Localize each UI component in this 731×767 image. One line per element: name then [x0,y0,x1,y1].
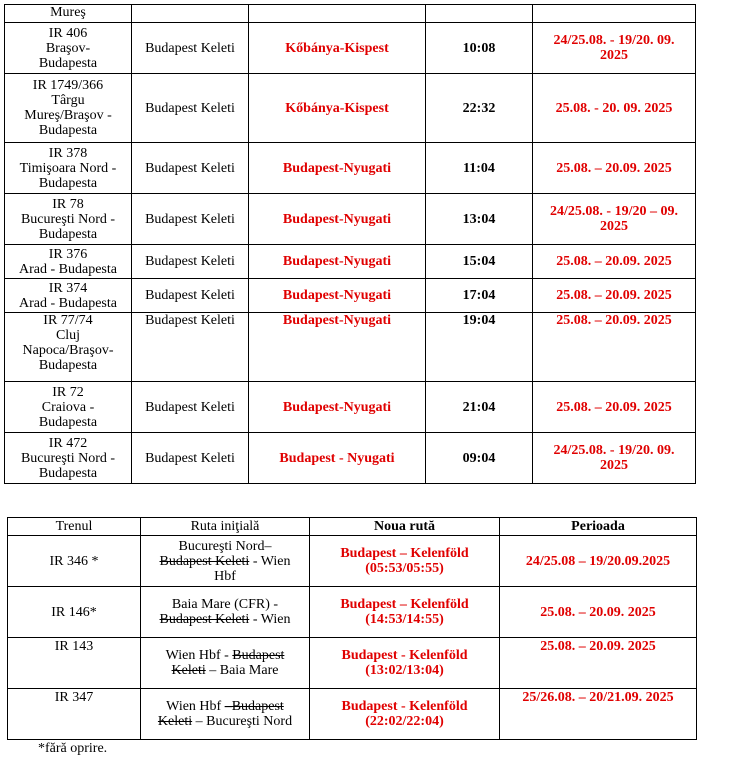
schedule-table-keleti [4,4,696,484]
initial-route-cell: Wien Hbf - Budapest Keleti – Baia Mare [141,638,310,689]
new-station-cell: Kőbánya-Kispest [249,23,426,74]
train-cell: IR 346 * [8,536,141,587]
time-cell: 17:04 [426,279,533,313]
new-station-cell [249,5,426,23]
train-cell: IR 78 Bucureşti Nord - Budapesta [5,194,132,245]
table-row [5,194,696,245]
train-cell: IR 376 Arad - Budapesta [5,245,132,279]
new-station-cell: Budapest-Nyugati [249,279,426,313]
footnote: *fără oprire. [38,741,108,756]
new-station-cell: Budapest-Nyugati [249,194,426,245]
period-cell: 24/25.08 – 19/20.09.2025 [500,536,697,587]
table-row [8,689,697,740]
new-station-cell: Budapest-Nyugati [249,313,426,382]
period-cell: 24/25.08. - 19/20. 09. 2025 [533,23,696,74]
train-cell: IR 347 [8,689,141,740]
table-row [5,245,696,279]
time-cell: 15:04 [426,245,533,279]
table-row [5,74,696,143]
train-cell: Mureş [5,5,132,23]
period-cell: 25.08. – 20.09. 2025 [533,245,696,279]
table-row [8,638,697,689]
table-row [8,587,697,638]
time-cell [426,5,533,23]
new-route-cell: Budapest - Kelenföld (22:02/22:04) [310,689,500,740]
station-cell [132,5,249,23]
new-route-cell: Budapest – Kelenföld (05:53/05:55) [310,536,500,587]
station-cell: Budapest Keleti [132,143,249,194]
period-cell: 25.08. – 20.09. 2025 [500,587,697,638]
new-station-cell: Budapest - Nyugati [249,433,426,484]
schedule-table-kelenfold [7,517,697,740]
header-initial-route: Ruta iniţială [141,518,310,536]
train-cell: IR 406 Braşov- Budapesta [5,23,132,74]
time-cell: 09:04 [426,433,533,484]
table-header-row [8,518,697,536]
train-cell: IR 146* [8,587,141,638]
station-cell: Budapest Keleti [132,313,249,382]
train-cell: IR 1749/366 Târgu Mureş/Braşov - Budapesta [5,74,132,143]
period-cell: 25.08. – 20.09. 2025 [533,279,696,313]
table-row [5,5,696,23]
table-row [5,433,696,484]
period-cell: 25.08. – 20.09. 2025 [500,638,697,689]
new-route-cell: Budapest – Kelenföld (14:53/14:55) [310,587,500,638]
new-route-cell: Budapest - Kelenföld (13:02/13:04) [310,638,500,689]
initial-route-cell: Baia Mare (CFR) - Budapest Keleti - Wien [141,587,310,638]
new-station-cell: Kőbánya-Kispest [249,74,426,143]
train-cell: IR 143 [8,638,141,689]
new-station-cell: Budapest-Nyugati [249,245,426,279]
period-cell: 25.08. – 20.09. 2025 [533,313,696,382]
period-cell: 25.08. – 20.09. 2025 [533,143,696,194]
train-cell: IR 77/74 Cluj Napoca/Braşov- Budapesta [5,313,132,382]
station-cell: Budapest Keleti [132,433,249,484]
new-station-cell: Budapest-Nyugati [249,143,426,194]
new-station-cell: Budapest-Nyugati [249,382,426,433]
station-cell: Budapest Keleti [132,194,249,245]
period-cell: 25.08. - 20. 09. 2025 [533,74,696,143]
station-cell: Budapest Keleti [132,382,249,433]
time-cell: 10:08 [426,23,533,74]
train-cell: IR 72 Craiova - Budapesta [5,382,132,433]
initial-route-cell: Bucureşti Nord– Budapest Keleti - Wien Hbf [141,536,310,587]
station-cell: Budapest Keleti [132,74,249,143]
station-cell: Budapest Keleti [132,23,249,74]
table-row [5,279,696,313]
table-row [5,23,696,74]
table-row [5,382,696,433]
table-row [8,536,697,587]
table-row [5,143,696,194]
time-cell: 21:04 [426,382,533,433]
period-cell: 25/26.08. – 20/21.09. 2025 [500,689,697,740]
table-row [5,313,696,382]
train-cell: IR 472 Bucureşti Nord - Budapesta [5,433,132,484]
header-new-route: Noua rută [310,518,500,536]
time-cell: 22:32 [426,74,533,143]
period-cell [533,5,696,23]
time-cell: 13:04 [426,194,533,245]
header-period: Perioada [500,518,697,536]
period-cell: 24/25.08. - 19/20 – 09. 2025 [533,194,696,245]
period-cell: 24/25.08. - 19/20. 09. 2025 [533,433,696,484]
time-cell: 11:04 [426,143,533,194]
station-cell: Budapest Keleti [132,279,249,313]
period-cell: 25.08. – 20.09. 2025 [533,382,696,433]
train-cell: IR 374 Arad - Budapesta [5,279,132,313]
initial-route-cell: Wien Hbf –Budapest Keleti – Bucureşti Nord [141,689,310,740]
time-cell: 19:04 [426,313,533,382]
header-train: Trenul [8,518,141,536]
station-cell: Budapest Keleti [132,245,249,279]
train-cell: IR 378 Timişoara Nord - Budapesta [5,143,132,194]
